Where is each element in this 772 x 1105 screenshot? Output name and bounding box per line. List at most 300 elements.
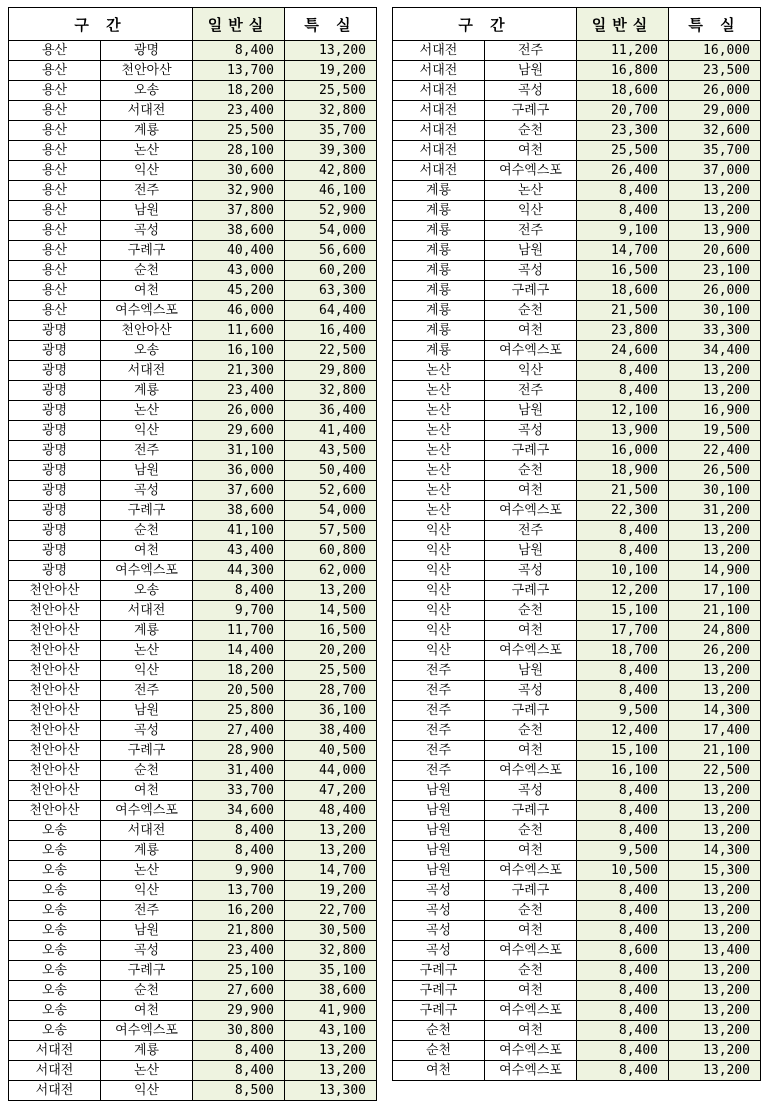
origin-station: 계룡 <box>393 201 485 221</box>
table-row <box>9 201 377 221</box>
destination-station: 여천 <box>101 1001 193 1021</box>
destination-station: 논산 <box>101 1061 193 1081</box>
destination-station: 여천 <box>485 841 577 861</box>
general-fare: 21,500 <box>577 481 669 501</box>
origin-station: 논산 <box>393 361 485 381</box>
destination-station: 여천 <box>485 481 577 501</box>
general-fare: 45,200 <box>193 281 285 301</box>
destination-station: 천안아산 <box>101 61 193 81</box>
special-fare: 13,200 <box>669 801 761 821</box>
destination-station: 여천 <box>101 281 193 301</box>
special-fare: 62,000 <box>285 561 377 581</box>
destination-station: 남원 <box>101 921 193 941</box>
table-row <box>393 441 761 461</box>
table-row <box>9 241 377 261</box>
special-fare: 30,500 <box>285 921 377 941</box>
general-fare: 29,600 <box>193 421 285 441</box>
special-fare: 52,900 <box>285 201 377 221</box>
general-fare: 31,400 <box>193 761 285 781</box>
special-fare: 36,400 <box>285 401 377 421</box>
special-fare: 46,100 <box>285 181 377 201</box>
destination-station: 익산 <box>101 421 193 441</box>
special-fare: 29,800 <box>285 361 377 381</box>
destination-station: 오송 <box>101 341 193 361</box>
origin-station: 천안아산 <box>9 621 101 641</box>
special-fare: 14,900 <box>669 561 761 581</box>
general-fare: 16,000 <box>577 441 669 461</box>
origin-station: 용산 <box>9 261 101 281</box>
table-row <box>393 81 761 101</box>
table-row <box>9 321 377 341</box>
destination-station: 순천 <box>485 721 577 741</box>
destination-station: 순천 <box>485 901 577 921</box>
destination-station: 여수엑스포 <box>101 1021 193 1041</box>
special-fare: 13,200 <box>669 541 761 561</box>
destination-station: 남원 <box>101 461 193 481</box>
origin-station: 천안아산 <box>9 761 101 781</box>
table-row <box>9 121 377 141</box>
destination-station: 익산 <box>101 661 193 681</box>
destination-station: 여수엑스포 <box>485 1041 577 1061</box>
special-fare: 16,400 <box>285 321 377 341</box>
general-fare: 18,200 <box>193 81 285 101</box>
general-fare: 23,400 <box>193 101 285 121</box>
general-fare: 8,600 <box>577 941 669 961</box>
table-row <box>393 461 761 481</box>
destination-station: 구례구 <box>101 501 193 521</box>
origin-station: 남원 <box>393 841 485 861</box>
origin-station: 곡성 <box>393 901 485 921</box>
general-fare: 16,200 <box>193 901 285 921</box>
origin-station: 광명 <box>9 421 101 441</box>
destination-station: 여천 <box>485 621 577 641</box>
general-fare: 27,400 <box>193 721 285 741</box>
special-fare: 17,400 <box>669 721 761 741</box>
destination-station: 곡성 <box>101 221 193 241</box>
special-fare: 54,000 <box>285 501 377 521</box>
table-row <box>9 461 377 481</box>
table-row <box>9 1061 377 1081</box>
table-row <box>9 981 377 1001</box>
general-fare: 20,700 <box>577 101 669 121</box>
origin-station: 광명 <box>9 441 101 461</box>
destination-station: 서대전 <box>101 101 193 121</box>
table-row <box>393 661 761 681</box>
special-fare: 13,200 <box>669 821 761 841</box>
destination-station: 순천 <box>101 981 193 1001</box>
destination-station: 여천 <box>485 981 577 1001</box>
table-row <box>9 401 377 421</box>
special-fare: 13,200 <box>285 1061 377 1081</box>
table-row <box>393 681 761 701</box>
special-fare: 39,300 <box>285 141 377 161</box>
destination-station: 여천 <box>485 141 577 161</box>
table-row <box>9 41 377 61</box>
destination-station: 남원 <box>485 241 577 261</box>
table-row <box>9 781 377 801</box>
destination-station: 순천 <box>485 121 577 141</box>
general-fare: 33,700 <box>193 781 285 801</box>
general-fare: 8,400 <box>577 541 669 561</box>
table-row <box>9 701 377 721</box>
special-fare: 14,300 <box>669 701 761 721</box>
general-fare: 20,500 <box>193 681 285 701</box>
destination-station: 여천 <box>485 321 577 341</box>
table-row <box>393 961 761 981</box>
destination-station: 곡성 <box>485 261 577 281</box>
origin-station: 계룡 <box>393 221 485 241</box>
table-row <box>9 661 377 681</box>
destination-station: 여천 <box>485 741 577 761</box>
origin-station: 계룡 <box>393 241 485 261</box>
section-header: 구 간 <box>9 8 193 41</box>
destination-station: 익산 <box>485 201 577 221</box>
special-fare: 13,400 <box>669 941 761 961</box>
general-fare: 30,800 <box>193 1021 285 1041</box>
origin-station: 계룡 <box>393 181 485 201</box>
special-fare: 38,600 <box>285 981 377 1001</box>
origin-station: 천안아산 <box>9 721 101 741</box>
origin-station: 계룡 <box>393 341 485 361</box>
general-fare: 37,600 <box>193 481 285 501</box>
table-row <box>9 681 377 701</box>
destination-station: 남원 <box>101 701 193 721</box>
destination-station: 전주 <box>101 441 193 461</box>
general-fare: 10,100 <box>577 561 669 581</box>
special-fare: 13,200 <box>285 581 377 601</box>
destination-station: 여수엑스포 <box>485 861 577 881</box>
special-fare: 28,700 <box>285 681 377 701</box>
table-row <box>393 341 761 361</box>
table-row <box>393 321 761 341</box>
general-fare: 9,500 <box>577 701 669 721</box>
table-row <box>9 761 377 781</box>
destination-station: 전주 <box>101 901 193 921</box>
general-fare: 38,600 <box>193 221 285 241</box>
destination-station: 논산 <box>101 641 193 661</box>
special-fare: 13,200 <box>669 1041 761 1061</box>
origin-station: 광명 <box>9 401 101 421</box>
origin-station: 서대전 <box>393 41 485 61</box>
destination-station: 계룡 <box>101 381 193 401</box>
table-row <box>393 141 761 161</box>
destination-station: 계룡 <box>101 1041 193 1061</box>
destination-station: 서대전 <box>101 601 193 621</box>
destination-station: 천안아산 <box>101 321 193 341</box>
table-row <box>393 901 761 921</box>
origin-station: 광명 <box>9 541 101 561</box>
table-row <box>393 641 761 661</box>
destination-station: 순천 <box>485 961 577 981</box>
table-row <box>393 581 761 601</box>
special-fare: 19,200 <box>285 61 377 81</box>
destination-station: 순천 <box>101 521 193 541</box>
destination-station: 남원 <box>485 401 577 421</box>
general-fare: 12,200 <box>577 581 669 601</box>
special-fare: 42,800 <box>285 161 377 181</box>
special-fare: 17,100 <box>669 581 761 601</box>
origin-station: 용산 <box>9 201 101 221</box>
general-class-header: 일반실 <box>577 8 669 41</box>
destination-station: 전주 <box>485 521 577 541</box>
table-row <box>9 81 377 101</box>
general-fare: 11,600 <box>193 321 285 341</box>
general-fare: 12,400 <box>577 721 669 741</box>
special-fare: 13,200 <box>669 361 761 381</box>
origin-station: 익산 <box>393 641 485 661</box>
origin-station: 광명 <box>9 321 101 341</box>
fare-rows-right <box>393 41 761 1081</box>
special-fare: 16,500 <box>285 621 377 641</box>
special-fare: 25,500 <box>285 81 377 101</box>
general-fare: 17,700 <box>577 621 669 641</box>
general-fare: 43,000 <box>193 261 285 281</box>
general-fare: 8,400 <box>193 841 285 861</box>
table-row <box>393 981 761 1001</box>
special-fare: 50,400 <box>285 461 377 481</box>
general-fare: 8,400 <box>193 821 285 841</box>
special-class-header: 특 실 <box>285 8 377 41</box>
general-fare: 8,400 <box>577 681 669 701</box>
origin-station: 곡성 <box>393 941 485 961</box>
destination-station: 계룡 <box>101 841 193 861</box>
special-fare: 20,600 <box>669 241 761 261</box>
origin-station: 오송 <box>9 841 101 861</box>
destination-station: 논산 <box>101 861 193 881</box>
origin-station: 서대전 <box>393 81 485 101</box>
special-fare: 13,200 <box>669 521 761 541</box>
destination-station: 익산 <box>101 1081 193 1101</box>
origin-station: 논산 <box>393 381 485 401</box>
general-fare: 43,400 <box>193 541 285 561</box>
origin-station: 논산 <box>393 461 485 481</box>
special-fare: 41,900 <box>285 1001 377 1021</box>
special-fare: 13,200 <box>285 41 377 61</box>
special-fare: 22,400 <box>669 441 761 461</box>
general-fare: 8,400 <box>577 201 669 221</box>
table-row <box>393 501 761 521</box>
special-fare: 52,600 <box>285 481 377 501</box>
origin-station: 익산 <box>393 541 485 561</box>
general-fare: 21,500 <box>577 301 669 321</box>
table-row <box>393 241 761 261</box>
destination-station: 곡성 <box>485 421 577 441</box>
general-fare: 18,700 <box>577 641 669 661</box>
special-fare: 22,700 <box>285 901 377 921</box>
special-class-header: 특 실 <box>669 8 761 41</box>
general-fare: 23,400 <box>193 941 285 961</box>
special-fare: 13,200 <box>669 661 761 681</box>
special-fare: 33,300 <box>669 321 761 341</box>
origin-station: 순천 <box>393 1041 485 1061</box>
table-row <box>9 961 377 981</box>
origin-station: 익산 <box>393 601 485 621</box>
destination-station: 순천 <box>485 301 577 321</box>
general-fare: 46,000 <box>193 301 285 321</box>
destination-station: 남원 <box>101 201 193 221</box>
general-fare: 8,400 <box>577 981 669 1001</box>
general-fare: 8,500 <box>193 1081 285 1101</box>
special-fare: 38,400 <box>285 721 377 741</box>
general-fare: 13,900 <box>577 421 669 441</box>
origin-station: 천안아산 <box>9 741 101 761</box>
origin-station: 익산 <box>393 621 485 641</box>
origin-station: 여천 <box>393 1061 485 1081</box>
origin-station: 광명 <box>9 461 101 481</box>
general-fare: 18,600 <box>577 281 669 301</box>
general-fare: 36,000 <box>193 461 285 481</box>
special-fare: 13,200 <box>669 881 761 901</box>
destination-station: 곡성 <box>485 561 577 581</box>
special-fare: 48,400 <box>285 801 377 821</box>
destination-station: 여천 <box>101 541 193 561</box>
destination-station: 남원 <box>485 661 577 681</box>
table-row <box>393 921 761 941</box>
table-row <box>9 901 377 921</box>
origin-station: 익산 <box>393 521 485 541</box>
table-row <box>9 221 377 241</box>
special-fare: 26,000 <box>669 281 761 301</box>
table-row <box>393 781 761 801</box>
special-fare: 20,200 <box>285 641 377 661</box>
origin-station: 계룡 <box>393 321 485 341</box>
origin-station: 용산 <box>9 81 101 101</box>
destination-station: 곡성 <box>101 481 193 501</box>
origin-station: 오송 <box>9 941 101 961</box>
destination-station: 익산 <box>485 361 577 381</box>
general-fare: 12,100 <box>577 401 669 421</box>
origin-station: 오송 <box>9 1001 101 1021</box>
table-row <box>9 281 377 301</box>
destination-station: 구례구 <box>101 961 193 981</box>
table-row <box>393 1001 761 1021</box>
special-fare: 13,200 <box>669 1001 761 1021</box>
special-fare: 35,700 <box>285 121 377 141</box>
special-fare: 40,500 <box>285 741 377 761</box>
special-fare: 24,800 <box>669 621 761 641</box>
general-fare: 13,700 <box>193 881 285 901</box>
special-fare: 16,000 <box>669 41 761 61</box>
destination-station: 남원 <box>485 61 577 81</box>
general-fare: 16,500 <box>577 261 669 281</box>
destination-station: 여수엑스포 <box>485 641 577 661</box>
special-fare: 13,200 <box>669 1021 761 1041</box>
destination-station: 서대전 <box>101 821 193 841</box>
table-row <box>9 741 377 761</box>
origin-station: 용산 <box>9 221 101 241</box>
special-fare: 31,200 <box>669 501 761 521</box>
destination-station: 전주 <box>101 681 193 701</box>
origin-station: 전주 <box>393 681 485 701</box>
destination-station: 계룡 <box>101 621 193 641</box>
origin-station: 서대전 <box>9 1081 101 1101</box>
general-fare: 8,400 <box>577 361 669 381</box>
origin-station: 용산 <box>9 281 101 301</box>
table-row <box>9 921 377 941</box>
destination-station: 구례구 <box>485 441 577 461</box>
general-fare: 9,700 <box>193 601 285 621</box>
table-row <box>393 281 761 301</box>
table-row <box>9 61 377 81</box>
general-fare: 8,400 <box>577 1041 669 1061</box>
general-fare: 21,800 <box>193 921 285 941</box>
special-fare: 35,100 <box>285 961 377 981</box>
origin-station: 논산 <box>393 501 485 521</box>
table-row <box>9 561 377 581</box>
table-row <box>9 141 377 161</box>
table-row <box>9 621 377 641</box>
special-fare: 25,500 <box>285 661 377 681</box>
general-fare: 18,200 <box>193 661 285 681</box>
general-fare: 9,500 <box>577 841 669 861</box>
destination-station: 여수엑스포 <box>485 1061 577 1081</box>
general-fare: 18,900 <box>577 461 669 481</box>
general-fare: 8,400 <box>193 1041 285 1061</box>
origin-station: 광명 <box>9 361 101 381</box>
general-fare: 27,600 <box>193 981 285 1001</box>
destination-station: 여수엑스포 <box>485 161 577 181</box>
special-fare: 32,800 <box>285 101 377 121</box>
table-row <box>393 181 761 201</box>
origin-station: 오송 <box>9 921 101 941</box>
table-row <box>393 881 761 901</box>
origin-station: 서대전 <box>393 161 485 181</box>
general-class-header: 일반실 <box>193 8 285 41</box>
special-fare: 21,100 <box>669 601 761 621</box>
origin-station: 논산 <box>393 481 485 501</box>
special-fare: 35,700 <box>669 141 761 161</box>
destination-station: 구례구 <box>485 101 577 121</box>
general-fare: 26,400 <box>577 161 669 181</box>
destination-station: 순천 <box>485 601 577 621</box>
origin-station: 오송 <box>9 1021 101 1041</box>
special-fare: 32,800 <box>285 941 377 961</box>
table-row <box>393 221 761 241</box>
origin-station: 계룡 <box>393 301 485 321</box>
table-row <box>9 1081 377 1101</box>
origin-station: 남원 <box>393 821 485 841</box>
table-row <box>393 1041 761 1061</box>
general-fare: 21,300 <box>193 361 285 381</box>
special-fare: 13,300 <box>285 1081 377 1101</box>
general-fare: 8,400 <box>577 1061 669 1081</box>
origin-station: 천안아산 <box>9 801 101 821</box>
table-header-row <box>9 8 377 41</box>
destination-station: 구례구 <box>485 701 577 721</box>
table-row <box>393 821 761 841</box>
table-header-row <box>393 8 761 41</box>
general-fare: 8,400 <box>577 521 669 541</box>
special-fare: 41,400 <box>285 421 377 441</box>
table-row <box>9 161 377 181</box>
special-fare: 47,200 <box>285 781 377 801</box>
special-fare: 16,900 <box>669 401 761 421</box>
table-row <box>9 381 377 401</box>
origin-station: 오송 <box>9 881 101 901</box>
table-row <box>393 201 761 221</box>
general-fare: 8,400 <box>577 181 669 201</box>
table-row <box>393 721 761 741</box>
table-row <box>393 161 761 181</box>
destination-station: 전주 <box>485 41 577 61</box>
table-row <box>9 441 377 461</box>
table-row <box>393 301 761 321</box>
origin-station: 광명 <box>9 561 101 581</box>
general-fare: 32,900 <box>193 181 285 201</box>
table-row <box>393 621 761 641</box>
destination-station: 논산 <box>101 401 193 421</box>
destination-station: 여수엑스포 <box>101 301 193 321</box>
